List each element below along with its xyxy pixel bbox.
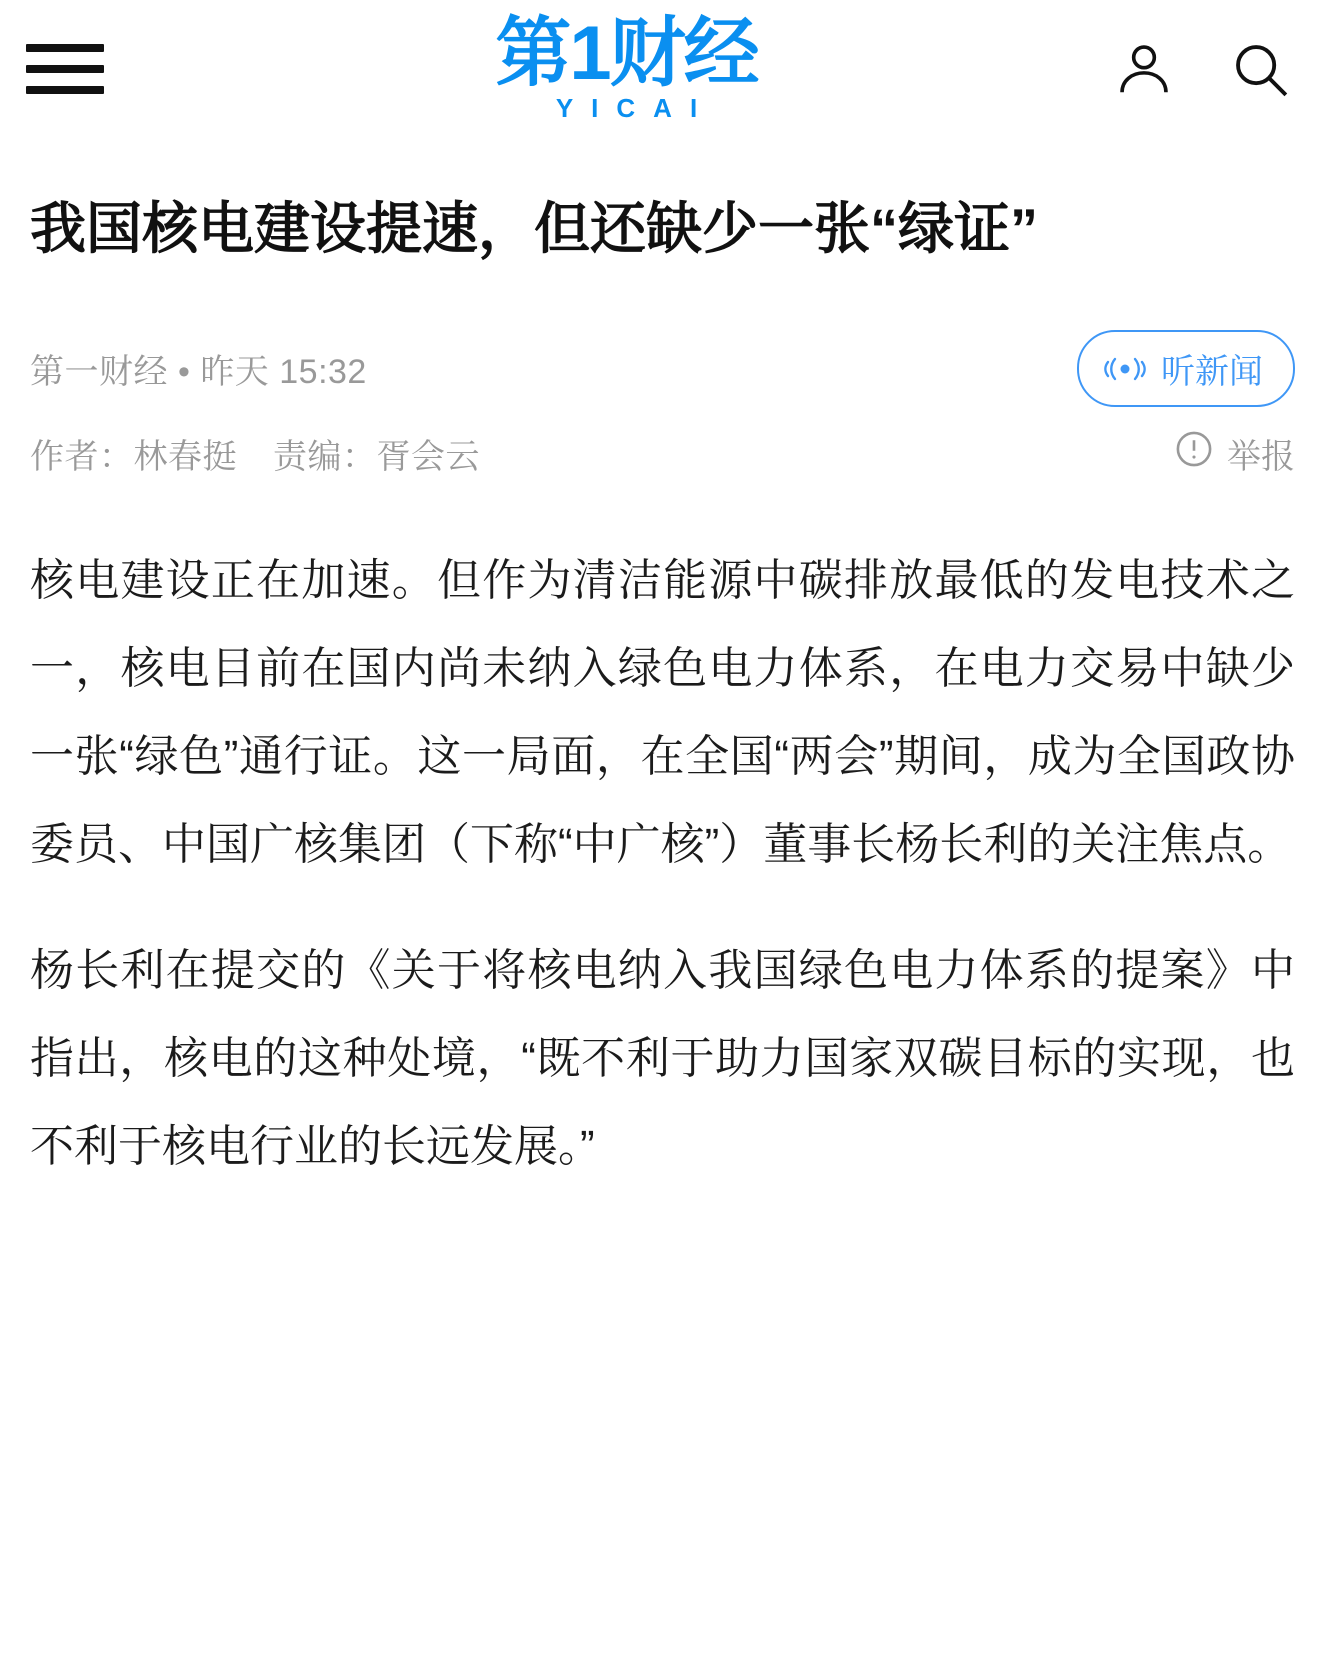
site-header [0,0,1325,138]
report-button[interactable] [1173,428,1295,479]
author-label: 作者： [30,437,134,476]
hamburger-menu-icon[interactable] [26,38,104,100]
article-meta [30,330,1295,483]
meta-row-authors [30,423,1295,483]
editor-name: 胥会云 [376,437,480,476]
search-icon[interactable] [1225,34,1295,104]
hamburger-bar [26,65,104,73]
article-paragraph: 杨长利在提交的《关于将核电纳入我国绿色电力体系的提案》中指出，核电的这种处境，“既不利于助力国家双碳目标的实现，也不利于核电行业的长远发展。” [30,946,1295,1171]
meta-separator: • [177,353,191,391]
header-actions [1109,34,1295,104]
listen-news-label: 听新闻 [1161,353,1263,391]
site-logo[interactable] [495,11,758,123]
article-authors [30,429,480,478]
publish-time: 昨天 15:32 [200,353,367,391]
user-account-icon[interactable] [1109,34,1179,104]
listen-news-button[interactable] [1077,330,1295,407]
page-title: 我国核电建设提速，但还缺少一张“绿证” [30,197,1038,260]
audio-wave-icon [1103,351,1147,387]
logo-main-text: 第1财经 [495,11,758,96]
editor-label: 责编： [272,437,377,476]
report-label: 举报 [1227,437,1295,476]
meta-row-source [30,330,1295,407]
article-source-and-time [30,344,367,393]
logo-sub-text: YICAI [555,93,716,123]
hamburger-bar [26,86,104,94]
article-body [30,537,1295,1191]
article-container [0,190,1325,1191]
report-icon [1173,428,1215,479]
source-name: 第一财经 [30,353,168,391]
hamburger-bar [26,44,104,52]
author-name: 林春挺 [133,437,237,476]
article-paragraph: 核电建设正在加速。但作为清洁能源中碳排放最低的发电技术之一，核电目前在国内尚未纳入绿色电力体系，在电力交易中缺少一张“绿色”通行证。这一局面，在全国“两会”期间，成为全国政协委员、中国广核集团（下称“中广核”）董事长杨长利的关注焦点。 [30,556,1295,869]
